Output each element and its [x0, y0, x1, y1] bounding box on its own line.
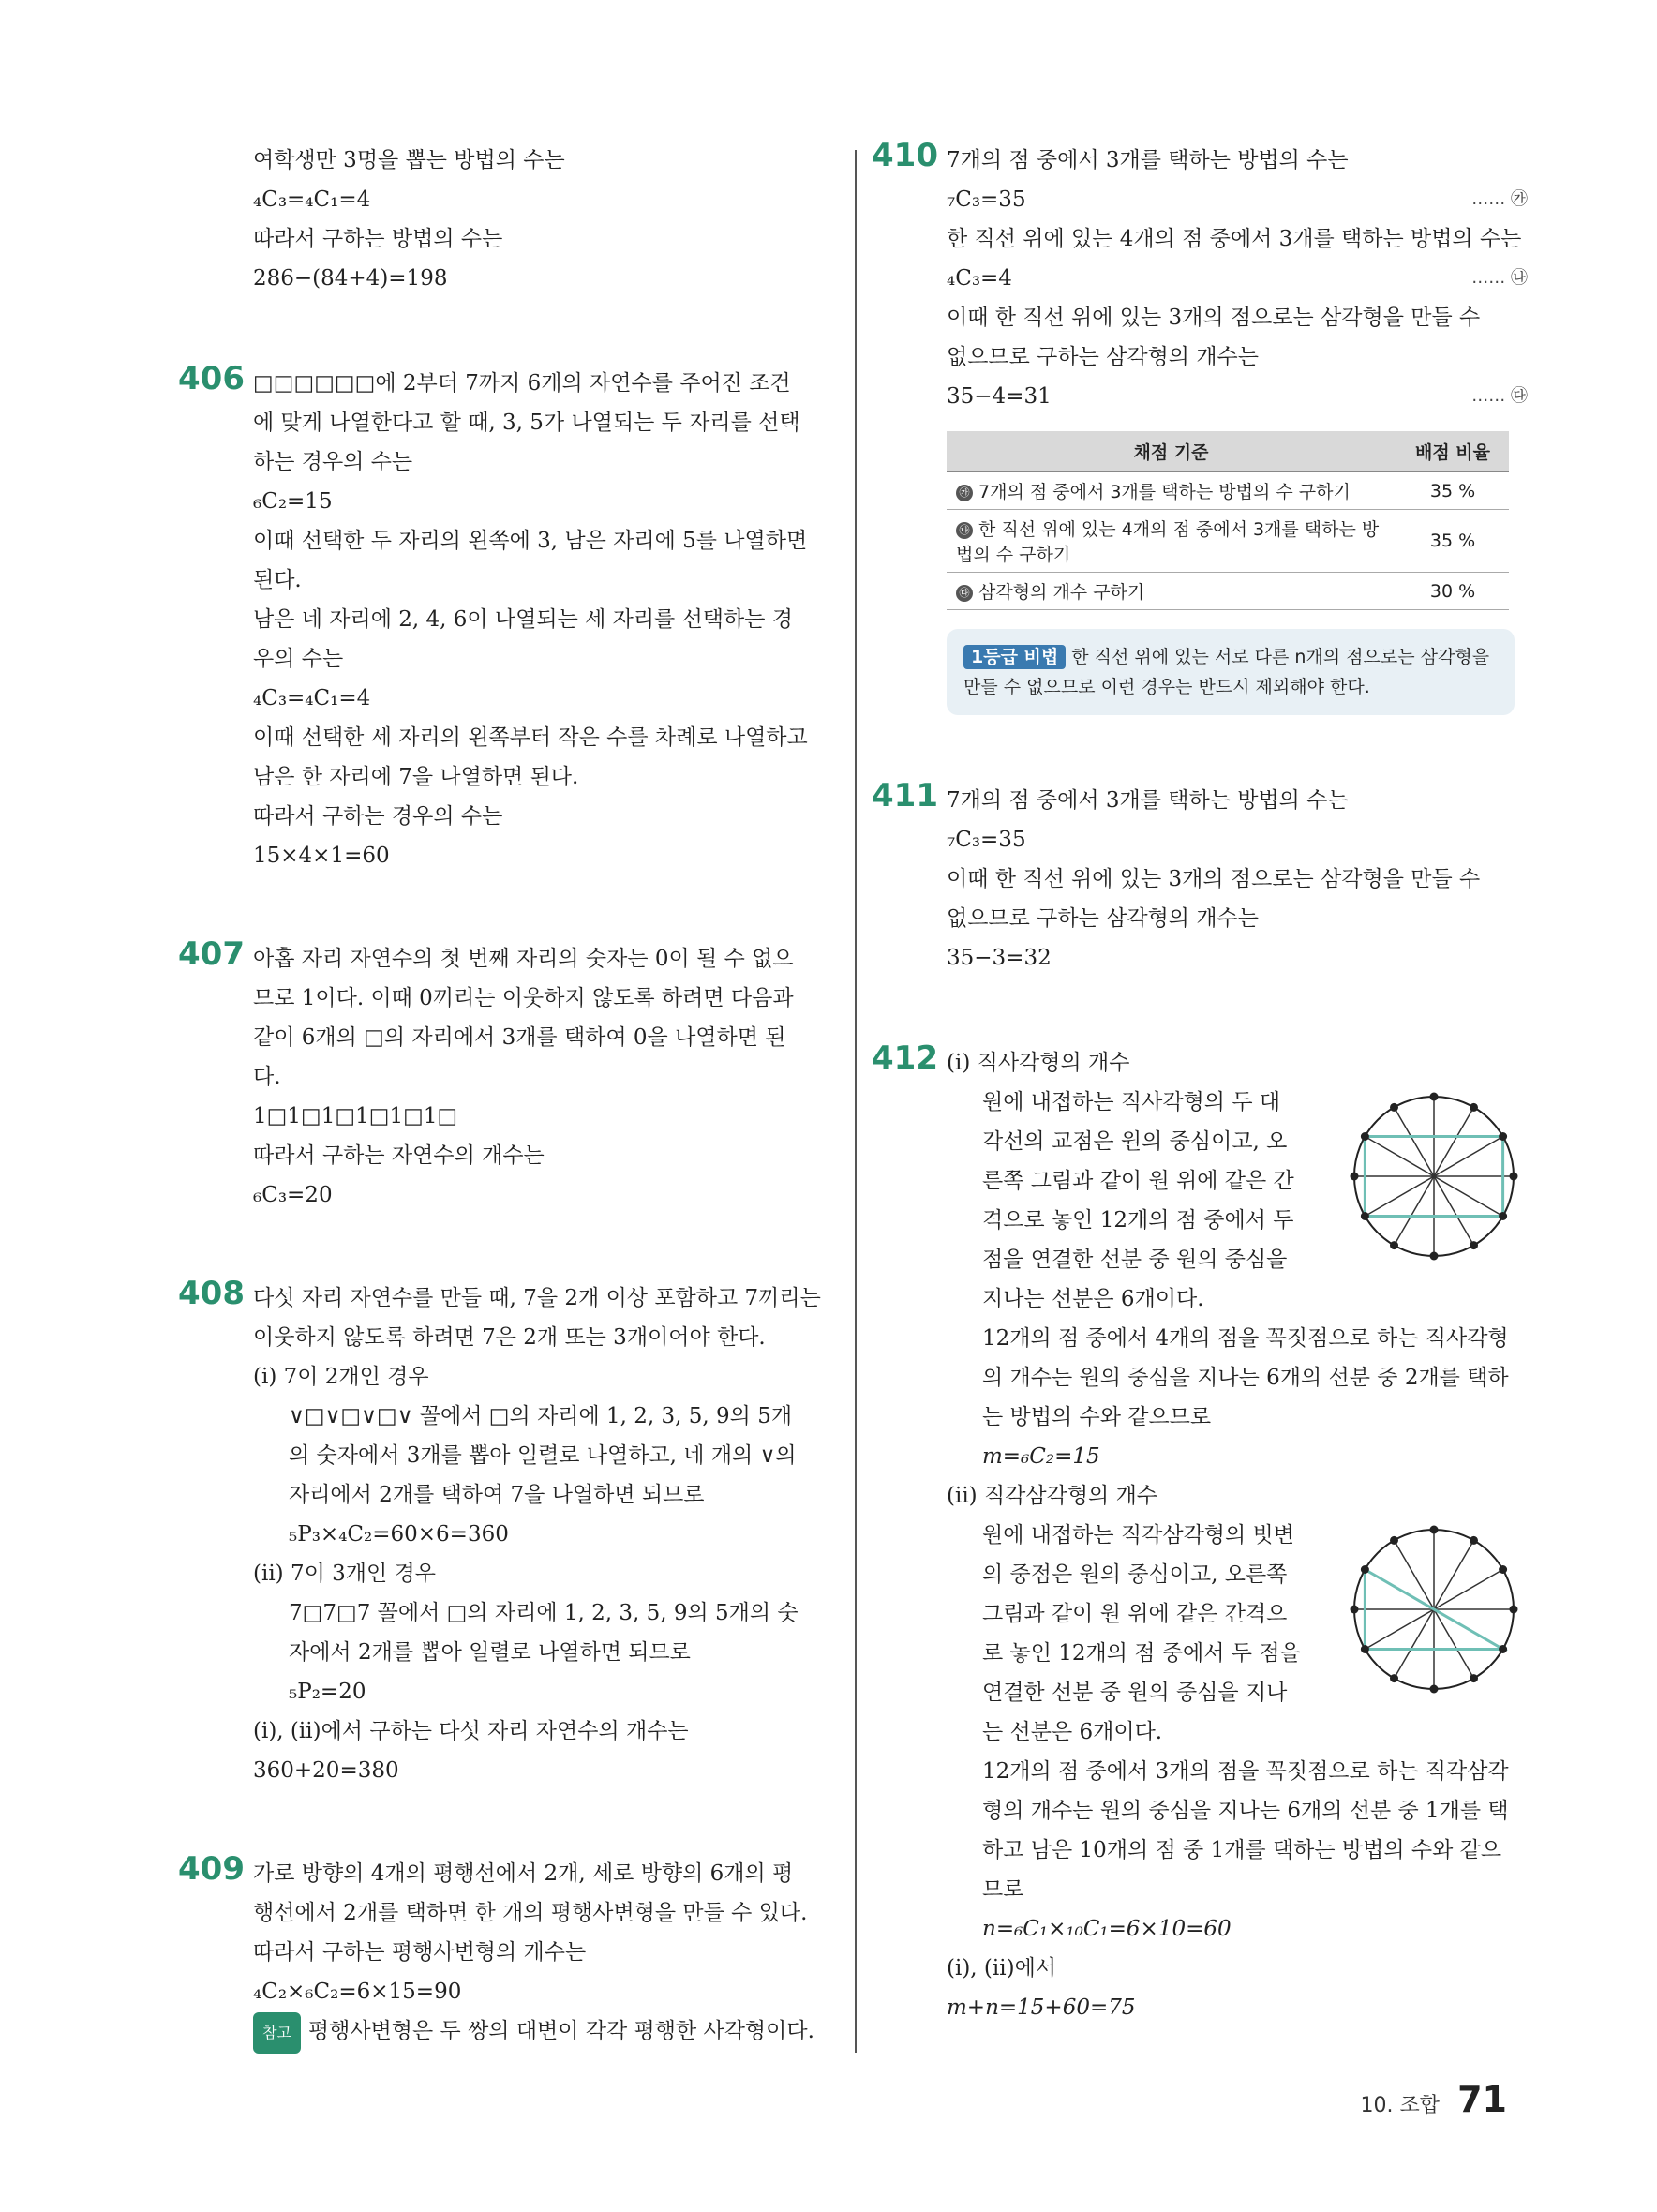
problem-411: [872, 777, 1528, 978]
circle-point: [1361, 1565, 1369, 1574]
text-line: 원에 내접하는 직각삼각형의 빗변: [982, 1523, 1294, 1547]
text-line: 하는 경우의 수는: [253, 450, 413, 474]
criterion-text: 7개의 점 중에서 3개를 택하는 방법의 수 구하기: [978, 482, 1351, 502]
tip-text: 한 직선 위에 있는 서로 다른 n개의 점으로는 삼각형을 만들 수 없으므로 이런 경우는 반드시 제외해야 한다.: [963, 647, 1490, 697]
formula-line: [947, 377, 1528, 416]
table-header: 배점 비율: [1396, 431, 1510, 472]
text-line: 연결한 선분 중 원의 중심을 지나: [982, 1681, 1288, 1705]
formula-line: 35−3=32: [947, 946, 1052, 970]
text-line: 같이 6개의 □의 자리에서 3개를 택하여 0을 나열하면 된: [253, 1025, 786, 1050]
continuation-block: [178, 141, 825, 298]
note-text: 평행사변형은 두 쌍의 대변이 각각 평행한 사각형이다.: [307, 2019, 814, 2043]
text-line: 7□7□7 꼴에서 □의 자리에 1, 2, 3, 5, 9의 5개의 숫: [289, 1601, 799, 1625]
table-cell: [947, 472, 1396, 510]
formula-line: ₅P₃×₄C₂=60×6=360: [289, 1522, 509, 1547]
circle-point: [1351, 1606, 1359, 1614]
right-column: [872, 137, 1528, 2084]
text-line: 의 중점은 원의 중심이고, 오른쪽: [982, 1562, 1288, 1587]
text-line: 므로: [982, 1877, 1024, 1902]
table-header: 채점 기준: [947, 431, 1396, 472]
criterion-mark: ㉮: [956, 485, 973, 501]
circle-point: [1430, 1685, 1439, 1694]
criterion-text: 삼각형의 개수 구하기: [978, 582, 1145, 603]
table-cell: [947, 573, 1396, 610]
text-line: 12개의 점 중에서 3개의 점을 꼭짓점으로 하는 직각삼각: [982, 1759, 1509, 1784]
table-cell: 30 %: [1396, 573, 1510, 610]
text-line: 남은 한 자리에 7을 나열하면 된다.: [253, 765, 579, 789]
formula-line: ₄C₂×₆C₂=6×15=90: [253, 1980, 462, 2004]
circle-point: [1499, 1645, 1507, 1653]
circle-point: [1499, 1212, 1507, 1220]
circle-point: [1499, 1565, 1507, 1574]
criterion-text: 한 직선 위에 있는 4개의 점 중에서 3개를 택하는 방법의 수 구하기: [956, 519, 1380, 565]
formula-text: 35−4=31: [947, 384, 1052, 409]
text-line: 가로 방향의 4개의 평행선에서 2개, 세로 방향의 6개의 평: [253, 1861, 794, 1886]
text-line: 는 방법의 수와 같으므로: [982, 1405, 1212, 1429]
table-row: [947, 573, 1509, 610]
circle-point: [1390, 1103, 1398, 1112]
left-column: [178, 141, 825, 2110]
text-line: 격으로 놓인 12개의 점 중에서 두: [982, 1208, 1294, 1233]
text-line: 이웃하지 않도록 하려면 7은 2개 또는 3개이어야 한다.: [253, 1325, 766, 1350]
formula-line: [947, 180, 1528, 219]
text-line: 의 숫자에서 3개를 뽑아 일렬로 나열하고, 네 개의 ∨의: [289, 1443, 797, 1468]
text-line: 7개의 점 중에서 3개를 택하는 방법의 수는: [947, 788, 1349, 813]
case-heading: (ⅱ) 7이 3개인 경우: [253, 1562, 436, 1586]
text-line: 이때 한 직선 위에 있는 3개의 점으로는 삼각형을 만들 수: [947, 306, 1481, 330]
circle-point: [1499, 1132, 1507, 1141]
table-cell: 35 %: [1396, 472, 1510, 510]
circle-point: [1390, 1674, 1398, 1682]
step-marker: …… ㉯: [1471, 268, 1528, 288]
circle-point: [1430, 1252, 1439, 1261]
formula-line: ₅P₂=20: [289, 1680, 366, 1704]
text-line: 형의 개수는 원의 중심을 지나는 6개의 선분 중 1개를 택: [982, 1799, 1509, 1823]
circle-point: [1470, 1103, 1478, 1112]
text-line: 따라서 구하는 경우의 수는: [253, 804, 503, 829]
case1-block: [947, 1083, 1528, 1476]
circle-point: [1351, 1173, 1359, 1181]
problem-number: 411: [872, 777, 938, 815]
text-line: 여학생만 3명을 뽑는 방법의 수는: [253, 148, 565, 172]
text-line: 므로 1이다. 이때 0끼리는 이웃하지 않도록 하려면 다음과: [253, 986, 794, 1010]
circle-point: [1390, 1241, 1398, 1249]
column-divider: [855, 150, 857, 2053]
text-line: 는 선분은 6개이다.: [982, 1720, 1163, 1744]
problem-412: [872, 1039, 1528, 2027]
formula-text: ₇C₃=35: [947, 187, 1026, 212]
text-line: 자리에서 2개를 택하여 7을 나열하면 되므로: [289, 1483, 705, 1507]
text-line: 된다.: [253, 568, 302, 592]
table-row: [947, 472, 1509, 510]
right-triangle-circle-diagram: [1340, 1516, 1528, 1703]
circle-point: [1470, 1674, 1478, 1682]
text-line: 지나는 선분은 6개이다.: [982, 1287, 1204, 1311]
step-marker: …… ㉮: [1471, 189, 1528, 209]
table-row: [947, 510, 1509, 573]
pattern-line: 1□1□1□1□1□1□: [253, 1104, 458, 1128]
text-line: 7개의 점 중에서 3개를 택하는 방법의 수는: [947, 148, 1349, 172]
circle-point: [1361, 1132, 1369, 1141]
circle-point: [1390, 1536, 1398, 1545]
note-line: [253, 2011, 825, 2054]
circle-point: [1361, 1645, 1369, 1653]
page-number: 71: [1457, 2079, 1507, 2120]
text-line: 우의 수는: [253, 647, 344, 671]
problem-number: 407: [178, 935, 245, 973]
case2-block: [947, 1516, 1528, 1949]
criterion-mark: ㉯: [956, 522, 973, 539]
text-line: 로 놓인 12개의 점 중에서 두 점을: [982, 1641, 1301, 1666]
text-line: ∨□∨□∨□∨ 꼴에서 □의 자리에 1, 2, 3, 5, 9의 5개: [289, 1404, 793, 1428]
problem-number: 412: [872, 1039, 938, 1077]
text-line: (ⅰ), (ⅱ)에서: [947, 1956, 1057, 1980]
page-footer: [1361, 2079, 1507, 2120]
text-line: 른쪽 그림과 같이 원 위에 같은 간: [982, 1169, 1294, 1193]
text-line: 없으므로 구하는 삼각형의 개수는: [947, 906, 1259, 931]
circle-point: [1510, 1173, 1518, 1181]
problem-number: 406: [178, 360, 245, 397]
formula-line: ₆C₂=15: [253, 489, 333, 514]
text-line: (ⅰ), (ⅱ)에서 구하는 다섯 자리 자연수의 개수는: [253, 1719, 689, 1743]
rectangle-circle-diagram: [1340, 1083, 1528, 1270]
text-line: □□□□□□에 2부터 7까지 6개의 자연수를 주어진 조건: [253, 371, 791, 396]
formula-line: ₇C₃=35: [947, 828, 1026, 852]
problem-409: [178, 1850, 825, 2054]
circle-point: [1430, 1526, 1439, 1534]
circle-point: [1510, 1606, 1518, 1614]
text-line: 이때 한 직선 위에 있는 3개의 점으로는 삼각형을 만들 수: [947, 867, 1481, 891]
text-line: 원에 내접하는 직사각형의 두 대: [982, 1090, 1281, 1114]
problem-number: 410: [872, 137, 938, 174]
case-heading: (ⅰ) 직사각형의 개수: [947, 1051, 1130, 1075]
text-line: 이때 선택한 두 자리의 왼쪽에 3, 남은 자리에 5를 나열하면: [253, 529, 808, 553]
note-tag: 참고: [253, 2012, 301, 2054]
scoring-table: [947, 431, 1509, 610]
formula-line: n=₆C₁×₁₀C₁=6×10=60: [982, 1917, 1232, 1941]
formula-line: [947, 259, 1528, 298]
table-header-row: [947, 431, 1509, 472]
text-line: 의 개수는 원의 중심을 지나는 6개의 선분 중 2개를 택하: [982, 1366, 1509, 1390]
text-line: 없으므로 구하는 삼각형의 개수는: [947, 345, 1259, 369]
circle-point: [1470, 1241, 1478, 1249]
tip-tag: 1등급 비법: [963, 645, 1066, 669]
problem-407: [178, 935, 825, 1215]
formula-line: ₄C₃=₄C₁=4: [253, 187, 371, 212]
formula-line: 360+20=380: [253, 1758, 399, 1783]
text-line: 한 직선 위에 있는 4개의 점 중에서 3개를 택하는 방법의 수는: [947, 227, 1522, 251]
circle-point: [1470, 1536, 1478, 1545]
text-line: 따라서 구하는 방법의 수는: [253, 227, 503, 251]
table-cell: 35 %: [1396, 510, 1510, 573]
criterion-mark: ㉰: [956, 585, 973, 602]
text-line: 12개의 점 중에서 4개의 점을 꼭짓점으로 하는 직사각형: [982, 1326, 1509, 1351]
text-line: 이때 선택한 세 자리의 왼쪽부터 작은 수를 차례로 나열하고: [253, 725, 808, 750]
text-line: 에 맞게 나열한다고 할 때, 3, 5가 나열되는 두 자리를 선택: [253, 411, 800, 435]
formula-text: ₄C₃=4: [947, 266, 1012, 291]
circle-point: [1361, 1212, 1369, 1220]
formula-line: m+n=15+60=75: [947, 1995, 1136, 2020]
chapter-label: 10. 조합: [1360, 2094, 1441, 2117]
problem-406: [178, 360, 825, 875]
text-line: 다.: [253, 1065, 281, 1089]
text-line: 따라서 구하는 평행사변형의 개수는: [253, 1940, 587, 1965]
text-line: 자에서 2개를 뽑아 일렬로 나열하면 되므로: [289, 1640, 691, 1665]
text-line: 다섯 자리 자연수를 만들 때, 7을 2개 이상 포함하고 7끼리는: [253, 1286, 821, 1310]
problem-number: 408: [178, 1275, 245, 1312]
text-line: 그림과 같이 원 위에 같은 간격으: [982, 1602, 1288, 1626]
text-line: 행선에서 2개를 택하면 한 개의 평행사변형을 만들 수 있다.: [253, 1901, 808, 1925]
text-line: 점을 연결한 선분 중 원의 중심을: [982, 1248, 1288, 1272]
text-line: 하고 남은 10개의 점 중 1개를 택하는 방법의 수와 같으: [982, 1838, 1502, 1862]
text-line: 각선의 교점은 원의 중심이고, 오: [982, 1129, 1288, 1154]
circle-point: [1430, 1093, 1439, 1101]
formula-line: ₆C₃=20: [253, 1183, 333, 1207]
problem-408: [178, 1275, 825, 1790]
case-heading: (ⅰ) 7이 2개인 경우: [253, 1365, 429, 1389]
text-line: 따라서 구하는 자연수의 개수는: [253, 1143, 545, 1168]
formula-line: 15×4×1=60: [253, 844, 390, 868]
table-cell: [947, 510, 1396, 573]
formula-line: ₄C₃=₄C₁=4: [253, 686, 371, 710]
text-line: 남은 네 자리에 2, 4, 6이 나열되는 세 자리를 선택하는 경: [253, 607, 793, 632]
problem-410: [872, 137, 1528, 715]
formula-line: m=₆C₂=15: [982, 1444, 1100, 1469]
text-line: 아홉 자리 자연수의 첫 번째 자리의 숫자는 0이 될 수 없으: [253, 947, 794, 971]
step-marker: …… ㉰: [1471, 386, 1528, 406]
formula-line: 286−(84+4)=198: [253, 266, 448, 291]
tip-box: [947, 629, 1515, 715]
problem-number: 409: [178, 1850, 245, 1888]
case-heading: (ⅱ) 직각삼각형의 개수: [947, 1484, 1158, 1508]
